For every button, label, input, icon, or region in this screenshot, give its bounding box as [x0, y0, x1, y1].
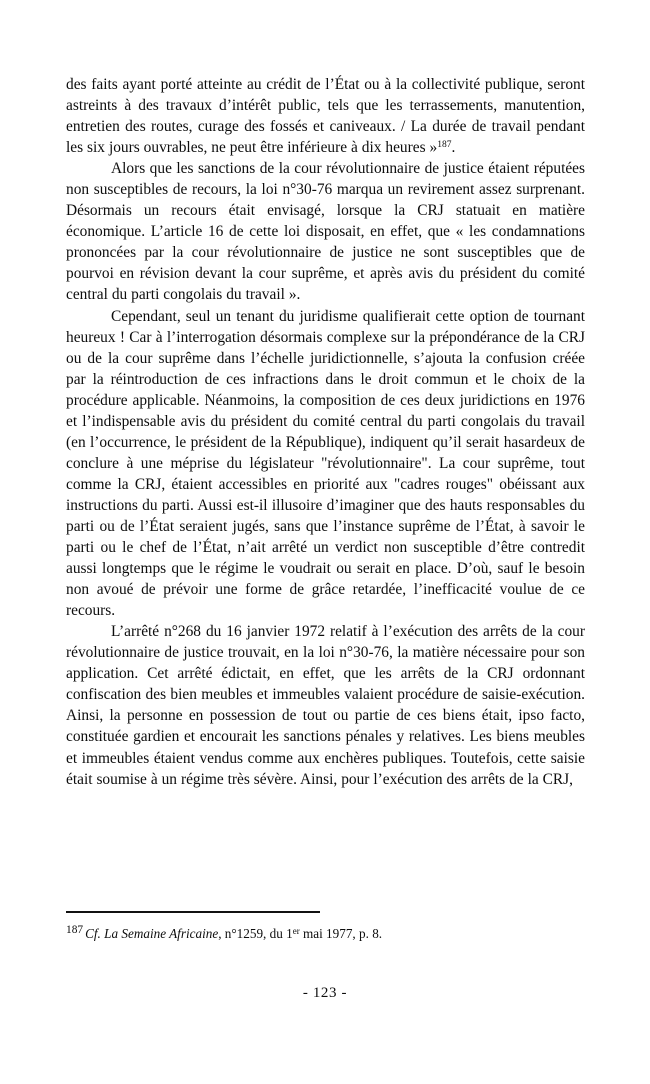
footnote-source-title: La Semaine Africaine	[104, 926, 219, 941]
footnote-ordinal-suffix: er	[292, 926, 300, 937]
paragraph-2: Alors que les sanctions de la cour révolutionnaire de justice étaient réputées non susceptibles de recours, la loi n°30-76 marqua un revirement assez surprenant. Désormais un recours était envisagé, lorsque la CRJ statuait en matière économique. L’article 16 de cette loi disposait, en effet, que « les condamnations prononcées par la cour révolutionnaire de justice ne sont susceptibles que de pourvoi en révision devant la cour suprême, et après avis du président du comité central du parti congolais du travail ».	[66, 160, 585, 304]
paragraph-1-text: des faits ayant porté atteinte au crédit de l’État ou à la collectivité publique, seront astreints à des travaux d’intérêt public, tels que les terrassements, manutention, entretien des routes, curage des fossés et caniveaux. / La durée de travail pendant les six jours ouvrables, ne peut être inférieure à dix heures »	[66, 76, 585, 157]
paragraph-1	[66, 74, 585, 158]
paragraph-1-trailing: .	[451, 139, 456, 157]
footnote-entry	[66, 925, 585, 942]
page-number: - 123 -	[302, 985, 348, 1001]
footnote-reference-187[interactable]: 187	[437, 139, 452, 151]
footnote-number: 187	[66, 924, 84, 937]
paragraph-3: Cependant, seul un tenant du juridisme qualifierait cette option de tournant heureux ! Car à l’interrogation désormais complexe sur la prépondérance de la CRJ ou de la cour suprême dans l’échelle juridictionnelle, s’ajouta la confusion créée par la réintroduction de ces infractions dans le droit commun et le choix de la procédure applicable. Néanmoins, la composition de ces deux juridictions en 1976 et l’indispensable avis du président du comité central du parti congolais du travail (en l’occurrence, le président de la République), indiquent qu’il serait hasardeux de conclure à une méprise du législateur "révolutionnaire". La cour suprême, tout comme la CRJ, étaient accessibles en priorité aux "cadres rouges" obéissant aux instructions du parti. Aussi est-il illusoire d’imaginer que des hauts responsables du parti ou de l’État seraient jugés, sans que l’instance suprême de l’État, à savoir le parti ou le chef de l’État, n’ait arrêté un verdict non susceptible d’être contredit aussi longtemps que le régime le voudrait ou serait en place. D’où, sauf le besoin non avoué de prévoir une forme de grâce retardée, l’inefficacité voulue de ce recours.	[66, 307, 585, 620]
footnote-date-rest: mai 1977, p. 8.	[299, 926, 383, 941]
footnote-issue: , n°1259, du 1	[218, 926, 293, 941]
footnote-prefix: Cf.	[85, 926, 101, 941]
paragraph-4: L’arrêté n°268 du 16 janvier 1972 relatif à l’exécution des arrêts de la cour révolutionnaire de justice trouvait, en la loi n°30-76, la matière nécessaire pour son application. Cet arrêté édictait, en effet, que les arrêts de la CRJ ordonnant confiscation des bien meubles et immeubles valaient procédure de saisie-exécution. Ainsi, la personne en possession de tout ou partie de ces biens était, ipso facto, constituée gardien et encourait les sanctions pénales y relatives. Les biens meubles et immeubles étaient vendus comme aux enchères publiques. Toutefois, cette saisie était soumise à un régime très sévère. Ainsi, pour l’exécution des arrêts de la CRJ,	[66, 623, 585, 788]
body-text-block	[66, 74, 585, 790]
footnote-separator-rule	[66, 911, 320, 913]
